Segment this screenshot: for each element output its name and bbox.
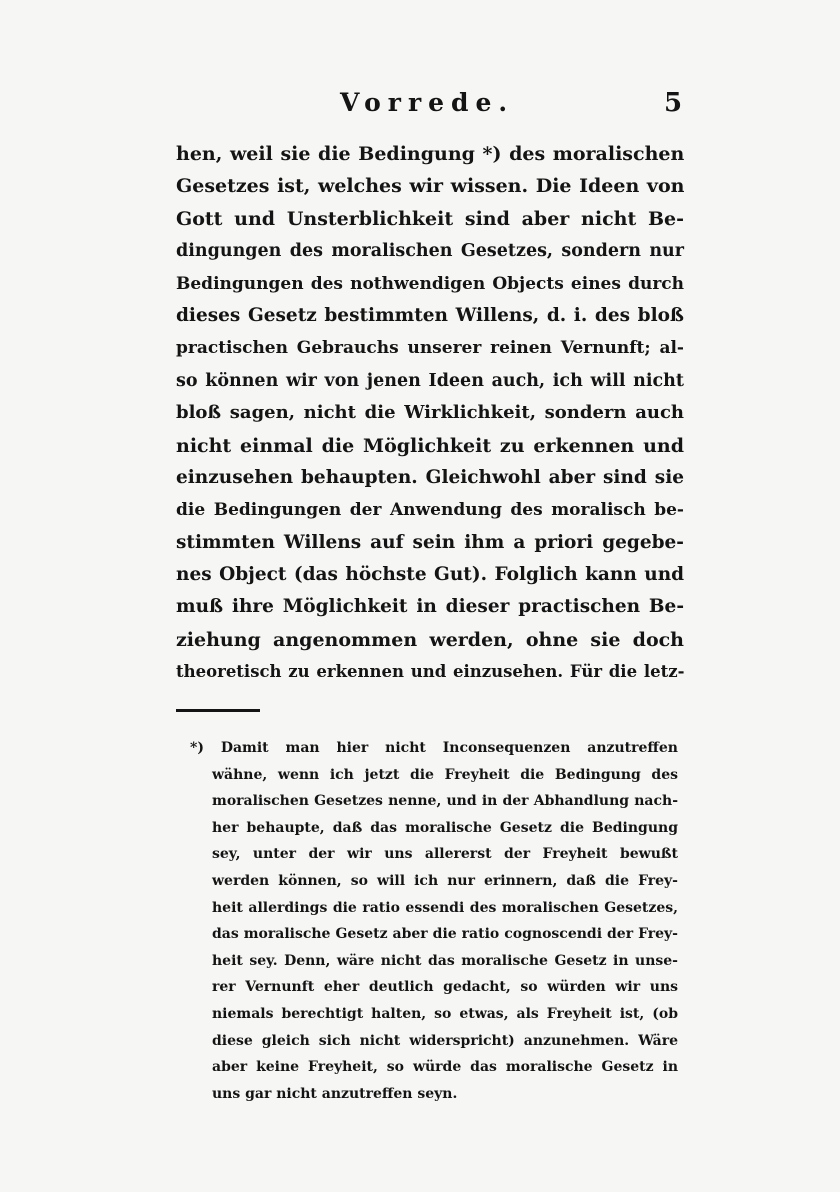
- footnote-line: niemals berechtigt halten, so etwas, als Freyheit ist, (ob: [212, 1005, 678, 1022]
- footnote-line: her behaupte, daß das moralische Gesetz die Bedingung: [212, 819, 678, 836]
- footnote-line: rer Vernunft eher deutlich gedacht, so würden wir uns: [212, 979, 678, 996]
- body-line: stimmten Willens auf sein ihm a priori gegebe-: [176, 531, 684, 553]
- body-line: nes Object (das höchste Gut). Folglich kann und: [176, 564, 685, 586]
- body-line: Gott und Unsterblichkeit sind aber nicht Be-: [176, 207, 684, 230]
- body-line: dingungen des moralischen Gesetzes, sondern nur: [176, 241, 684, 262]
- body-line: hen, weil sie die Bedingung *) des moralischen: [176, 143, 685, 165]
- body-line: die Bedingungen der Anwendung des moralisch be-: [176, 500, 684, 521]
- footnote: [190, 735, 678, 1107]
- footnote-line: heit sey. Denn, wäre nicht das moralische Gesetz in unse-: [212, 952, 678, 969]
- body-line: bloß sagen, nicht die Wirklichkeit, sondern auch: [176, 402, 684, 424]
- footnote-line: moralischen Gesetzes nenne, und in der Abhandlung nach-: [212, 793, 678, 810]
- footnote-line: uns gar nicht anzutreffen seyn.: [212, 1085, 458, 1102]
- footnote-line: diese gleich sich nicht widerspricht) anzunehmen. Wäre: [212, 1032, 678, 1049]
- body-line: Gesetzes ist, welches wir wissen. Die Ideen von: [176, 175, 685, 198]
- body-line: ziehung angenommen werden, ohne sie doch: [176, 628, 684, 651]
- body-line: so können wir von jenen Ideen auch, ich will nicht: [176, 370, 684, 391]
- footnote-line: aber keine Freyheit, so würde das moralische Gesetz in: [212, 1059, 678, 1076]
- body-text: [176, 138, 684, 689]
- footnote-line: sey, unter der wir uns allererst der Freyheit bewußt: [212, 846, 678, 863]
- body-line: dieses Gesetz bestimmten Willens, d. i. des bloß: [176, 304, 684, 326]
- running-head-title: Vorrede.: [340, 88, 515, 117]
- body-line: einzusehen behaupten. Gleichwohl aber sind sie: [176, 466, 684, 488]
- body-line: muß ihre Möglichkeit in dieser practischen Be-: [176, 596, 684, 618]
- footnote-line: werden können, so will ich nur erinnern, daß die Frey-: [212, 872, 678, 889]
- footnote-rule: [176, 709, 260, 712]
- footnote-line: heit allerdings die ratio essendi des moralischen Gesetzes,: [212, 899, 678, 916]
- footnote-line: das moralische Gesetz aber die ratio cognoscendi der Frey-: [212, 926, 678, 943]
- body-line: practischen Gebrauchs unserer reinen Vernunft; al-: [176, 338, 684, 359]
- body-line: Bedingungen des nothwendigen Objects eines durch: [176, 273, 684, 294]
- page-number: 5: [664, 88, 683, 118]
- footnote-line: *) Damit man hier nicht Inconsequenzen anzutreffen: [190, 740, 678, 756]
- body-line: theoretisch zu erkennen und einzusehen. Für die letz-: [176, 662, 685, 682]
- running-head: [0, 88, 840, 122]
- body-line: nicht einmal die Möglichkeit zu erkennen und: [176, 434, 684, 457]
- footnote-line: wähne, wenn ich jetzt die Freyheit die Bedingung des: [212, 766, 678, 783]
